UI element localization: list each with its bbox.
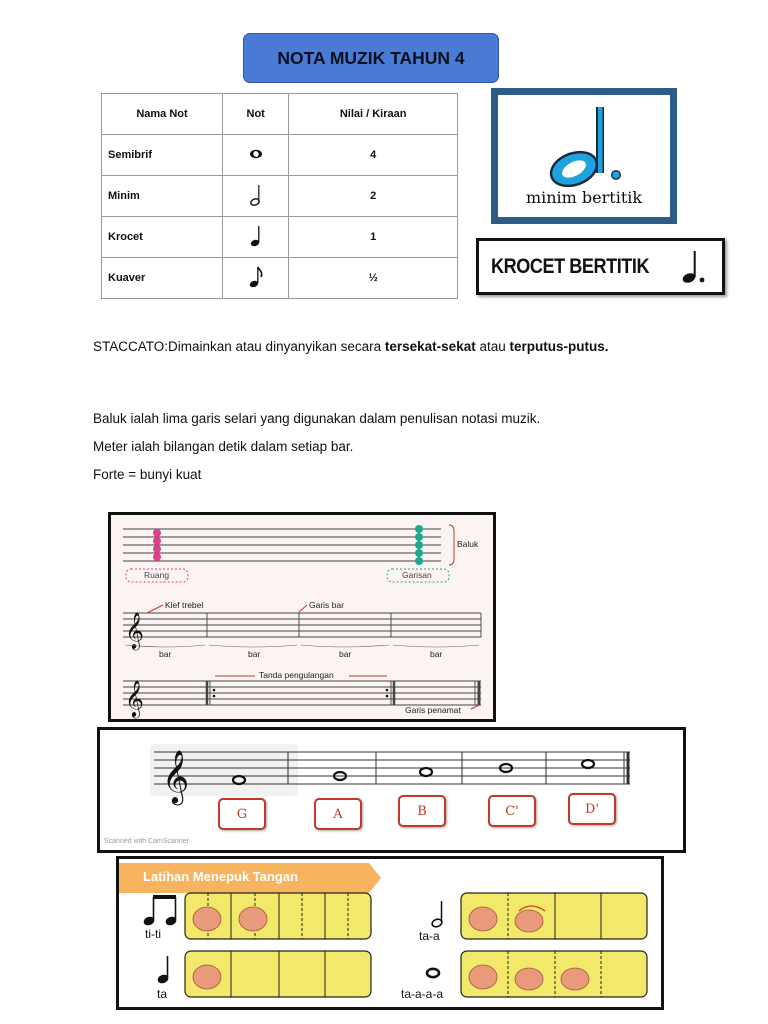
- semibreve-note-icon: [223, 135, 289, 176]
- klef-trebel-label: Klef trebel: [165, 600, 204, 610]
- minim-bertitik-label: minim bertitik: [525, 188, 643, 207]
- table-row: [102, 217, 458, 258]
- garisan-label: Garisan: [402, 570, 432, 580]
- bar-label-2: bar: [248, 649, 261, 659]
- quaver-note-icon: [223, 258, 289, 299]
- staff-diagram: [111, 515, 493, 719]
- note-value: 2: [289, 176, 458, 217]
- krocet-bertitik-label: KROCET BERTITIK: [491, 254, 650, 278]
- header-nilai: Nilai / Kiraan: [289, 94, 458, 135]
- tanda-pengulangan-label: Tanda pengulangan: [259, 670, 334, 680]
- staff-parts-figure: [108, 512, 496, 722]
- header-nama-not: Nama Not: [102, 94, 223, 135]
- svg-text:𝄞: 𝄞: [125, 679, 144, 717]
- ruang-label: Ruang: [144, 570, 170, 580]
- note-staff: [100, 730, 683, 850]
- baluk-definition: Baluk ialah lima garis selari yang digunakan dalam penulisan notasi muzik.: [93, 411, 541, 426]
- dotted-crotchet-icon: [680, 247, 708, 287]
- table-row: [102, 258, 458, 299]
- header-not: Not: [223, 94, 289, 135]
- svg-text:𝄞: 𝄞: [125, 611, 144, 649]
- bar-label-4: bar: [430, 649, 443, 659]
- clapping-practice-figure: [116, 856, 664, 1010]
- note-key-g: G: [218, 798, 266, 830]
- rhythm-label-ta: ta: [157, 987, 168, 1001]
- garis-bar-label: Garis bar: [309, 600, 344, 610]
- garis-penamat-label: Garis penamat: [405, 705, 461, 715]
- note-name: Krocet: [102, 217, 223, 258]
- scanner-watermark: Scanned with CamScanner: [104, 838, 189, 845]
- note-value: 4: [289, 135, 458, 176]
- note-key-a: A: [314, 798, 362, 830]
- table-row: [102, 176, 458, 217]
- rhythm-label-ta-a-a-a: ta-a-a-a: [401, 987, 444, 1001]
- minim-bertitik-card: [491, 88, 677, 224]
- rhythm-label-ta-a: ta-a: [419, 929, 440, 943]
- forte-definition: Forte = bunyi kuat: [93, 467, 202, 482]
- note-value: 1: [289, 217, 458, 258]
- bar-label-1: bar: [159, 649, 172, 659]
- note-names-figure: [97, 727, 686, 853]
- note-name: Kuaver: [102, 258, 223, 299]
- page-title: NOTA MUZIK TAHUN 4: [243, 33, 499, 83]
- staccato-text: STACCATO:Dimainkan atau dinyanyikan secara tersekat-sekat atau terputus-putus.: [93, 339, 609, 354]
- note-value: ½: [289, 258, 458, 299]
- rhythm-label-ti-ti: ti-ti: [145, 927, 161, 941]
- note-key-d-prime: D': [568, 793, 616, 825]
- bar-label-3: bar: [339, 649, 352, 659]
- baluk-label: Baluk: [457, 539, 479, 549]
- note-key-b: B: [398, 795, 446, 827]
- clapping-heading: Latihan Menepuk Tangan: [143, 869, 299, 884]
- note-name: Minim: [102, 176, 223, 217]
- table-row: [102, 135, 458, 176]
- krocet-bertitik-card: [476, 238, 725, 295]
- note-key-c-prime: C': [488, 795, 536, 827]
- crotchet-note-icon: [223, 217, 289, 258]
- dotted-minim-icon: [544, 101, 624, 193]
- meter-definition: Meter ialah bilangan detik dalam setiap bar.: [93, 439, 354, 454]
- svg-text:𝄞: 𝄞: [162, 749, 190, 803]
- note-name: Semibrif: [102, 135, 223, 176]
- minim-note-icon: [223, 176, 289, 217]
- table-header-row: [102, 94, 458, 135]
- note-value-table: [101, 93, 458, 299]
